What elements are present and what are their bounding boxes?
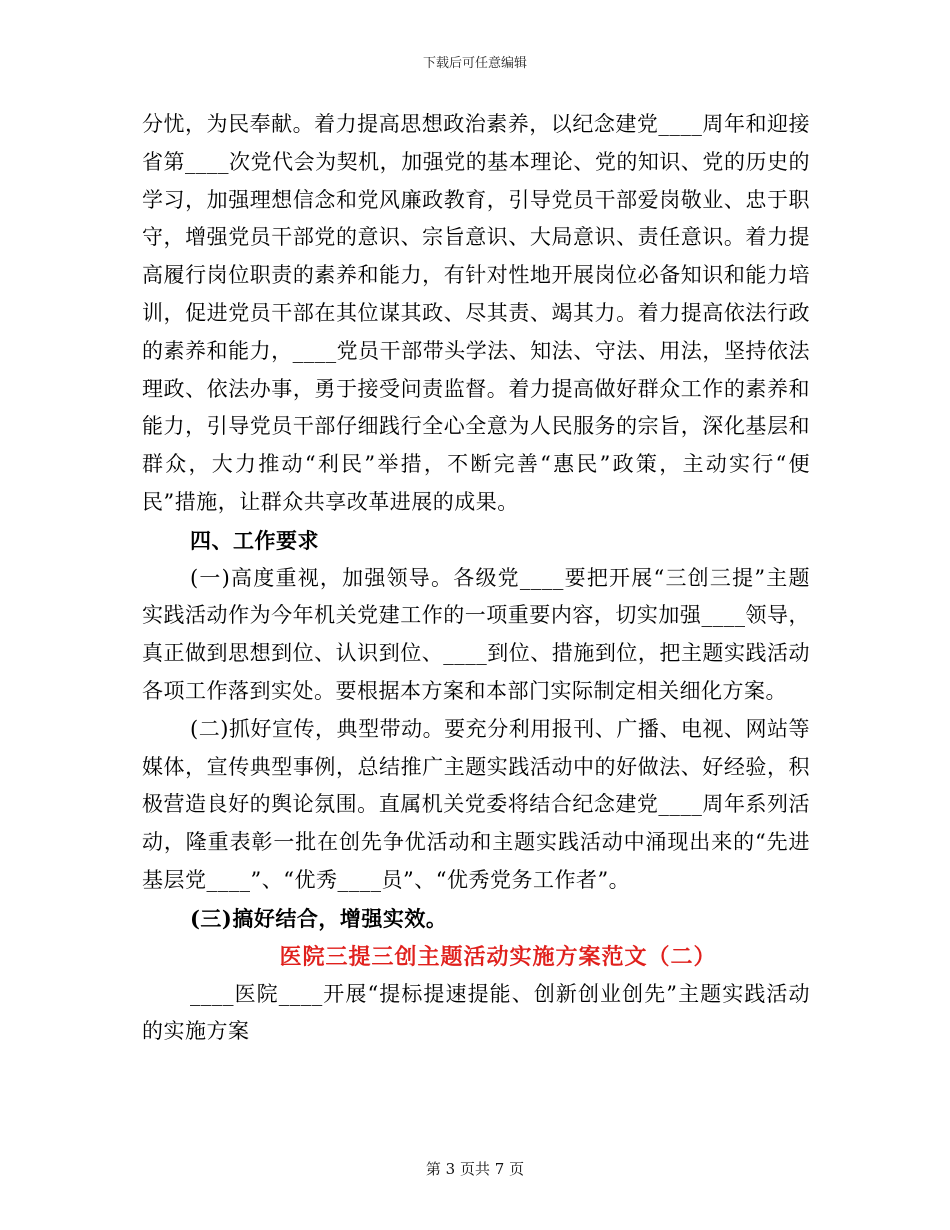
paragraph-3: (二)抓好宣传，典型带动。要充分利用报刊、广播、电视、网站等媒体，宣传典型事例，总结推广主题实践活动中的好做法、好经验，积极营造良好的舆论氛围。直属机关党委将结合纪念建党____周年系列活动，隆重表彰一批在创先争优活动和主题实践活动中涌现出来的“先进基层党____”、“优秀____员”、“优秀党务工作者”。 — [142, 716, 810, 892]
section-title: 医院三提三创主题活动实施方案范文（二） — [279, 943, 717, 970]
document-body — [142, 106, 810, 1051]
paragraph-2: (一)高度重视，加强领导。各级党____要把开展“三创三提”主题实践活动作为今年机关党建工作的一项重要内容，切实加强____领导，真正做到思想到位、认识到位、____到位、措施到位，把主题实践活动各项工作落到实处。要根据本方案和本部门实际制定相关细化方案。 — [142, 565, 810, 703]
paragraph-4: (三)搞好结合，增强实效。 — [190, 905, 448, 931]
section-heading-4: 四、工作要求 — [190, 527, 319, 553]
paragraph-1: 分忧，为民奉献。着力提高思想政治素养，以纪念建党____周年和迎接省第____次党代会为契机，加强党的基本理论、党的知识、党的历史的学习，加强理想信念和党风廉政教育，引导党员干部爱岗敬业、忠于职守，增强党员干部党的意识、宗旨意识、大局意识、责任意识。着力提高履行岗位职责的素养和能力，有针对性地开展岗位必备知识和能力培训，促进党员干部在其位谋其政、尽其责、竭其力。着力提高依法行政的素养和能力，____党员干部带头学法、知法、守法、用法，坚持依法理政、依法办事，勇于接受问责监督。着力提高做好群众工作的素养和能力，引导党员干部仔细践行全心全意为人民服务的宗旨，深化基层和群众，大力推动“利民”举措，不断完善“惠民”政策，主动实行“便民”措施，让群众共享改革进展的成果。 — [142, 112, 810, 514]
paragraph-5: ____医院____开展“提标提速提能、创新创业创先”主题实践活动的实施方案 — [142, 981, 810, 1044]
page-header: 下载后可任意编辑 — [422, 56, 527, 71]
page-footer: 第 3 页共 7 页 — [425, 1160, 525, 1178]
